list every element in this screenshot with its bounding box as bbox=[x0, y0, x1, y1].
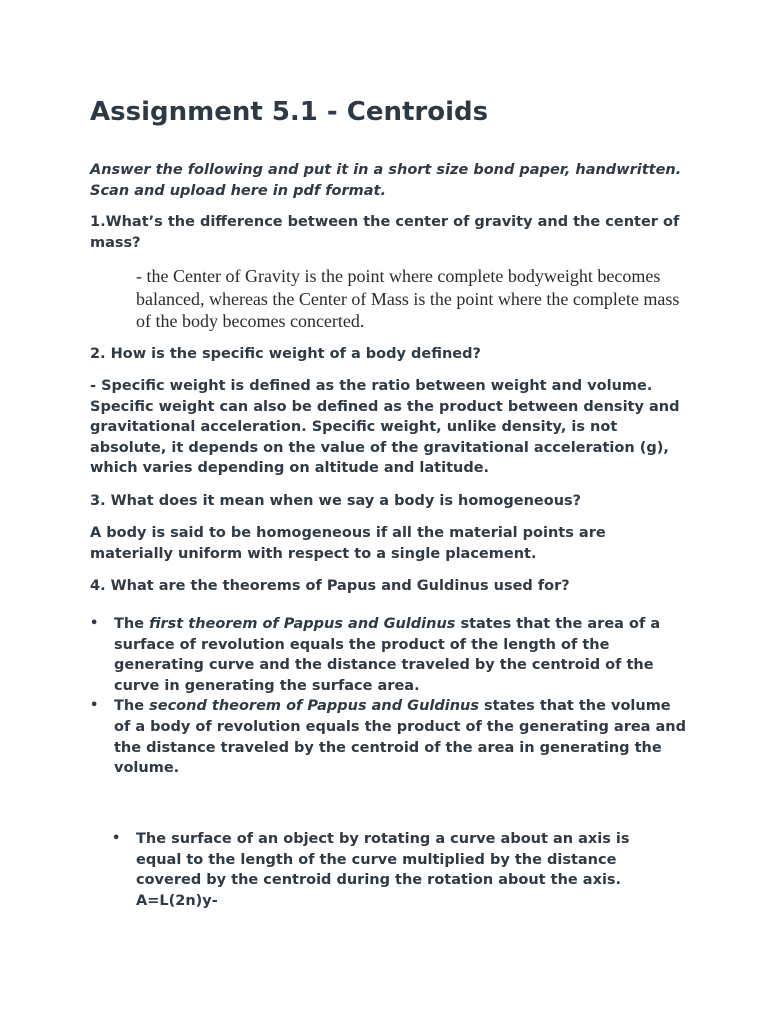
answer-2: - Specific weight is defined as the ratio between weight and volume. Specific weight can also be defined as the product between density and gravitational acceleration. Specific weight, unlike density, is not absolute, it depends on the value of the gravitational acceleration (g), which varies depending on altitude and latitude. bbox=[90, 378, 680, 477]
question-3: 3. What does it mean when we say a body is homogeneous? bbox=[90, 493, 582, 509]
page-title: Assignment 5.1 - Centroids bbox=[90, 97, 489, 127]
question-4: 4. What are the theorems of Papus and Guldinus used for? bbox=[90, 578, 570, 594]
sub-bullet-list bbox=[112, 829, 672, 911]
question-2: 2. How is the specific weight of a body defined? bbox=[90, 346, 481, 362]
answer-1: - the Center of Gravity is the point where complete bodyweight becomes balanced, whereas the Center of Mass is the point where the complete mass of the body becomes concerted. bbox=[136, 266, 680, 331]
question-1: 1.What’s the difference between the center of gravity and the center of mass? bbox=[90, 214, 680, 251]
bullet-text: states that the area of a surface of revolution equals the product of the length of the generating curve and the distance traveled by the centroid of the curve in generating the surface area. bbox=[114, 616, 661, 694]
bullet-text: The surface of an object by rotating a curve about an axis is equal to the length of the curve multiplied by the distance covered by the centroid during the rotation about the axis. bbox=[136, 831, 630, 889]
formula-text: A=L(2n)y- bbox=[136, 892, 218, 909]
theorem-bullet-list bbox=[90, 614, 690, 779]
bullet-icon: • bbox=[112, 831, 121, 846]
list-item bbox=[90, 696, 690, 778]
answer-3: A body is said to be homogeneous if all the material points are materially uniform with respect to a single placement. bbox=[90, 525, 606, 562]
bullet-prefix: The bbox=[114, 698, 150, 715]
bullet-text: states that the volume of a body of revolution equals the product of the generating area and the distance traveled by the centroid of the area in generating the volume. bbox=[114, 698, 686, 777]
list-item bbox=[90, 614, 690, 696]
bullet-prefix: The bbox=[114, 616, 150, 632]
theorem-name: second theorem of Pappus and Guldinus bbox=[149, 698, 479, 715]
theorem-name: first theorem of Pappus and Guldinus bbox=[149, 616, 456, 632]
bullet-icon: • bbox=[90, 698, 99, 714]
list-item bbox=[112, 829, 672, 911]
instructions-text: Answer the following and put it in a short size bond paper, handwritten. Scan and upload here in pdf format. bbox=[90, 162, 682, 199]
bullet-icon: • bbox=[90, 616, 99, 631]
